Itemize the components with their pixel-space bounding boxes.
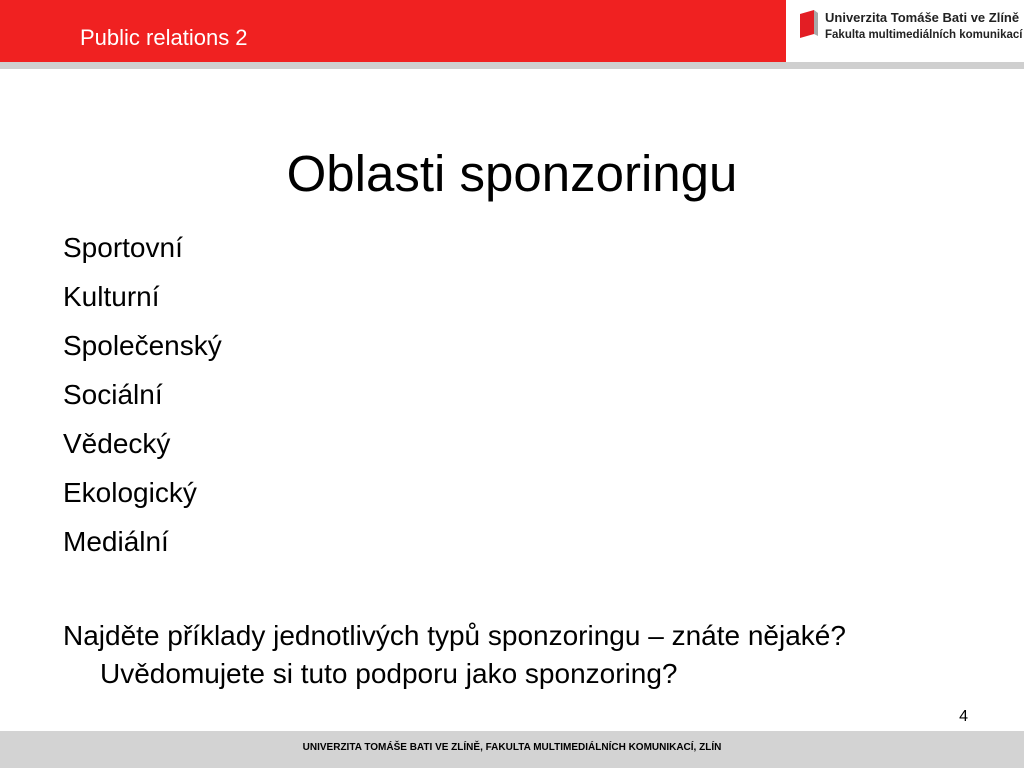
header-bar: [0, 0, 786, 62]
page-number: 4: [959, 708, 968, 725]
sponsorship-list: [63, 223, 222, 566]
list-item: Ekologický: [63, 477, 197, 508]
logo-university-name: Univerzita Tomáše Bati ve Zlíně: [825, 10, 1020, 25]
university-logo-icon: [800, 10, 818, 38]
list-item: Sportovní: [63, 232, 183, 263]
header-title: Public relations 2: [80, 25, 248, 50]
list-item: Vědecký: [63, 428, 171, 459]
question-text: Najděte příklady jednotlivých typů sponzoringu – znáte nějaké? Uvědomujete si tuto podporu jako sponzoring?: [63, 620, 846, 689]
footer-text: UNIVERZITA TOMÁŠE BATI VE ZLÍNĚ, FAKULTA MULTIMEDIÁLNÍCH KOMUNIKACÍ, ZLÍN: [302, 742, 722, 753]
university-logo: [800, 8, 1023, 48]
list-item: Mediální: [63, 526, 169, 557]
list-item: Sociální: [63, 379, 163, 410]
footer-bar: [0, 731, 1024, 768]
header-divider: [0, 62, 1024, 69]
list-item: Kulturní: [63, 281, 160, 312]
slide-title: Oblasti sponzoringu: [286, 145, 738, 202]
logo-faculty-name: Fakulta multimediálních komunikací: [825, 29, 1023, 41]
list-item: Společenský: [63, 330, 222, 361]
